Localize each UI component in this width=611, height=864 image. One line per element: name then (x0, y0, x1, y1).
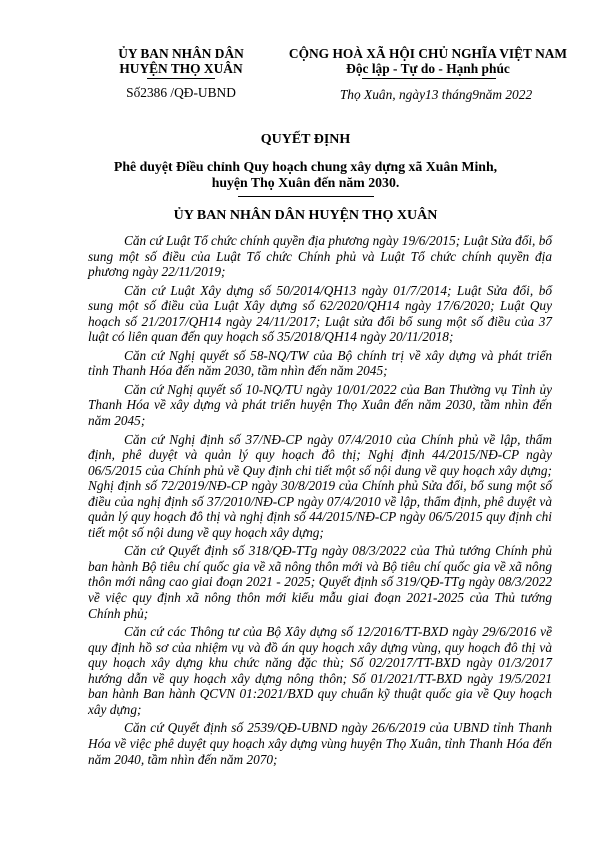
issuer-line-1: ỦY BAN NHÂN DÂN (118, 46, 244, 61)
document-title: QUYẾT ĐỊNH (260, 132, 351, 147)
issuer-block (92, 46, 270, 100)
preamble-paragraph: Căn cứ Luật Xây dựng số 50/2014/QH13 ngày 01/7/2014; Luật Sửa đổi, bổ sung một số điều của Luật Xây dựng số 62/2020/QH14 ngày 17/6/2020; Luật Quy hoạch số 21/2017/QH14 ngày 24/11/2017; Luật sửa đổi bổ sung một số điều của 37 luật có liên quan đến quy hoạch số 35/2018/QH14 ngày 20/11/2018; (88, 282, 552, 345)
preamble-paragraph: Căn cứ các Thông tư của Bộ Xây dựng số 12/2016/TT-BXD ngày 29/6/2016 về quy định hồ sơ của nhiệm vụ và đồ án quy hoạch xây dựng vùng, quy hoạch đô thị và quy hoạch xây dựng khu chức năng đặc thù; Số 02/2017/TT-BXD ngày 01/3/2017 hướng dẫn về quy hoạch xây dựng nông thôn; Số 01/2021/TT-BXD ngày 19/5/2021 ban hành Ban hành QCVN 01:2021/BXD quy chuẩn kỹ thuật quốc gia về Quy hoạch xây dựng; (88, 624, 552, 717)
national-motto-block (284, 46, 572, 76)
preamble-paragraph: Căn cứ Nghị quyết số 10-NQ/TU ngày 10/01/2022 của Ban Thường vụ Tỉnh ủy Thanh Hóa về xây dựng và phát triển huyện Thọ Xuân đến năm 2030, tầm nhìn đến năm 2045; (88, 381, 552, 429)
national-motto: Độc lập - Tự do - Hạnh phúc (346, 61, 510, 76)
preamble-body (88, 233, 552, 770)
motto-underline (362, 78, 496, 79)
issuing-agency: ỦY BAN NHÂN DÂN HUYỆN THỌ XUÂN (173, 208, 438, 223)
preamble-paragraph: Căn cứ Nghị quyết số 58-NQ/TW của Bộ chính trị về xây dựng và phát triển tỉnh Thanh Hóa đến năm 2030, tầm nhìn đến năm 2045; (88, 347, 552, 379)
subtitle-underline (238, 196, 374, 197)
subtitle-line-1: Phê duyệt Điều chỉnh Quy hoạch chung xây dựng xã Xuân Minh, (113, 159, 498, 174)
document-number: Số2386 /QĐ-UBND (126, 85, 236, 100)
subtitle-line-2: huyện Thọ Xuân đến năm 2030. (211, 175, 400, 190)
national-title: CỘNG HOÀ XÃ HỘI CHỦ NGHĨA VIỆT NAM (288, 46, 568, 61)
preamble-paragraph: Căn cứ Quyết định số 2539/QĐ-UBND ngày 26/6/2019 của UBND tỉnh Thanh Hóa về việc phê duyệt quy hoạch xây dựng vùng huyện Thọ Xuân, tỉnh Thanh Hóa đến năm 2040, tầm nhìn đến năm 2070; (88, 720, 552, 767)
issue-date: Thọ Xuân, ngày13 tháng9năm 2022 (339, 87, 533, 102)
issuer-underline (147, 78, 215, 79)
preamble-paragraph: Căn cứ Quyết định số 318/QĐ-TTg ngày 08/3/2022 của Thủ tướng Chính phủ ban hành Bộ tiêu chí quốc gia về xã nông thôn mới và Bộ tiêu chí quốc gia về xã nông thôn mới nâng cao giai đoạn 2021 - 2025; Quyết định số 319/QĐ-TTg ngày 08/3/2022 về việc quy định xã nông thôn mới kiểu mẫu giai đoạn 2021-2025 của Thủ tướng Chính phủ; (88, 543, 552, 621)
preamble-paragraph: Căn cứ Nghị định số 37/NĐ-CP ngày 07/4/2010 của Chính phủ về lập, thẩm định, phê duyệt và quản lý quy hoạch đô thị; Nghị định 44/2015/NĐ-CP ngày 06/5/2015 của Chính phủ về Quy định chi tiết một số nội dung về quy hoạch xây dựng; Nghị định số 72/2019/NĐ-CP ngày 30/8/2019 của Chính phủ Sửa đổi, bổ sung một số điều của nghị định số 37/2010/NĐ-CP ngày 07/4/2010 về lập, thẩm định, phê duyệt và quản lý quy hoạch đô thị và nghị định số 44/2015/NĐ-CP ngày 06/5/2015 quy định chi tiết một số nội dung về quy hoạch xây dựng; (88, 431, 552, 540)
document-subtitle (100, 159, 511, 191)
preamble-paragraph: Căn cứ Luật Tổ chức chính quyền địa phương ngày 19/6/2015; Luật Sửa đổi, bổ sung một số điều của Luật Tổ chức Chính phủ và Luật Tổ chức chính quyền địa phương ngày 22/11/2019; (88, 233, 552, 280)
issuer-line-2: HUYỆN THỌ XUÂN (119, 61, 243, 76)
